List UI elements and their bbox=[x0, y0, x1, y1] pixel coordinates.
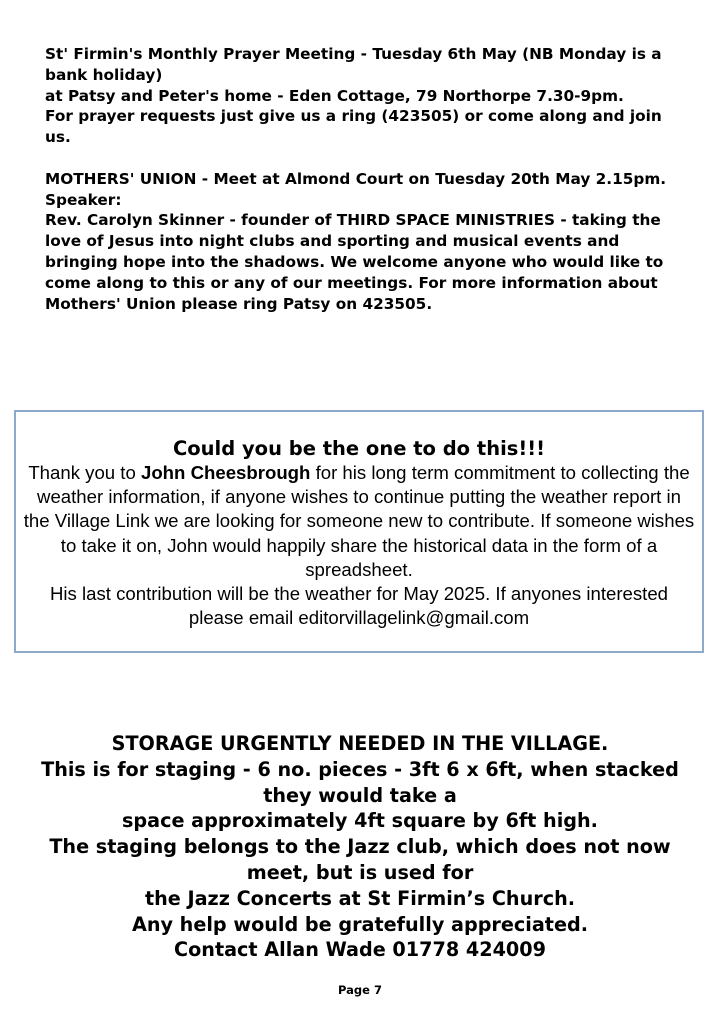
paragraph-gap bbox=[45, 148, 685, 169]
prayer-meeting-requests: For prayer requests just give us a ring (423505) or come along and join us. bbox=[45, 107, 662, 147]
storage-line: This is for staging - 6 no. pieces - 3ft 6 x 6ft, when stacked they would take a bbox=[41, 757, 679, 807]
storage-line: The staging belongs to the Jazz club, which does not now meet, but is used for bbox=[49, 835, 671, 884]
prayer-meeting-location: at Patsy and Peter's home - Eden Cottage, 79 Northorpe 7.30-9pm. bbox=[45, 86, 624, 105]
weather-notice-text: for his long term commitment to collecting the weather information, if anyone wishes to continue putting the weather report in the Village Link we are looking for someone new to contribute. If someone wishes to take it on, John would happily share the historical data in the form of a spreadsheet. bbox=[23, 462, 695, 580]
weather-notice-last-contribution: His last contribution will be the weather for May 2025. If anyones interested please email editorvillagelink@gmail.com bbox=[49, 583, 669, 629]
weather-notice-title: Could you be the one to do this!!! bbox=[172, 437, 546, 460]
storage-contact: Contact Allan Wade 01778 424009 bbox=[174, 938, 546, 962]
page-number: Page 7 bbox=[338, 983, 382, 997]
weather-volunteer-notice-box bbox=[14, 410, 704, 653]
storage-line: the Jazz Concerts at St Firmin’s Church. bbox=[144, 886, 576, 910]
prayer-meeting-heading: St' Firmin's Monthly Prayer Meeting - Tuesday 6th May (NB Monday is a bank holiday) bbox=[45, 45, 662, 84]
weather-notice-body bbox=[16, 461, 702, 630]
church-notices bbox=[45, 44, 685, 314]
mothers-union-heading: MOTHERS' UNION - Meet at Almond Court on Tuesday 20th May 2.15pm. Speaker: bbox=[45, 169, 667, 209]
mothers-union-body: Rev. Carolyn Skinner - founder of THIRD SPACE MINISTRIES - taking the love of Jesus into night clubs and sporting and musical events and bringing hope into the shadows. We welcome anyone who would like to come along to this or any of our meetings. For more information about Mothers' Union please ring Patsy on 423505. bbox=[45, 211, 664, 313]
storage-line: space approximately 4ft square by 6ft high. bbox=[122, 809, 598, 833]
weather-notice-contributor-name: John Cheesbrough bbox=[140, 462, 311, 483]
weather-notice-intro: Thank you to bbox=[28, 462, 141, 483]
storage-line: Any help would be gratefully appreciated. bbox=[131, 912, 589, 936]
storage-line: STORAGE URGENTLY NEEDED IN THE VILLAGE. bbox=[111, 732, 609, 755]
storage-notice bbox=[30, 731, 690, 963]
